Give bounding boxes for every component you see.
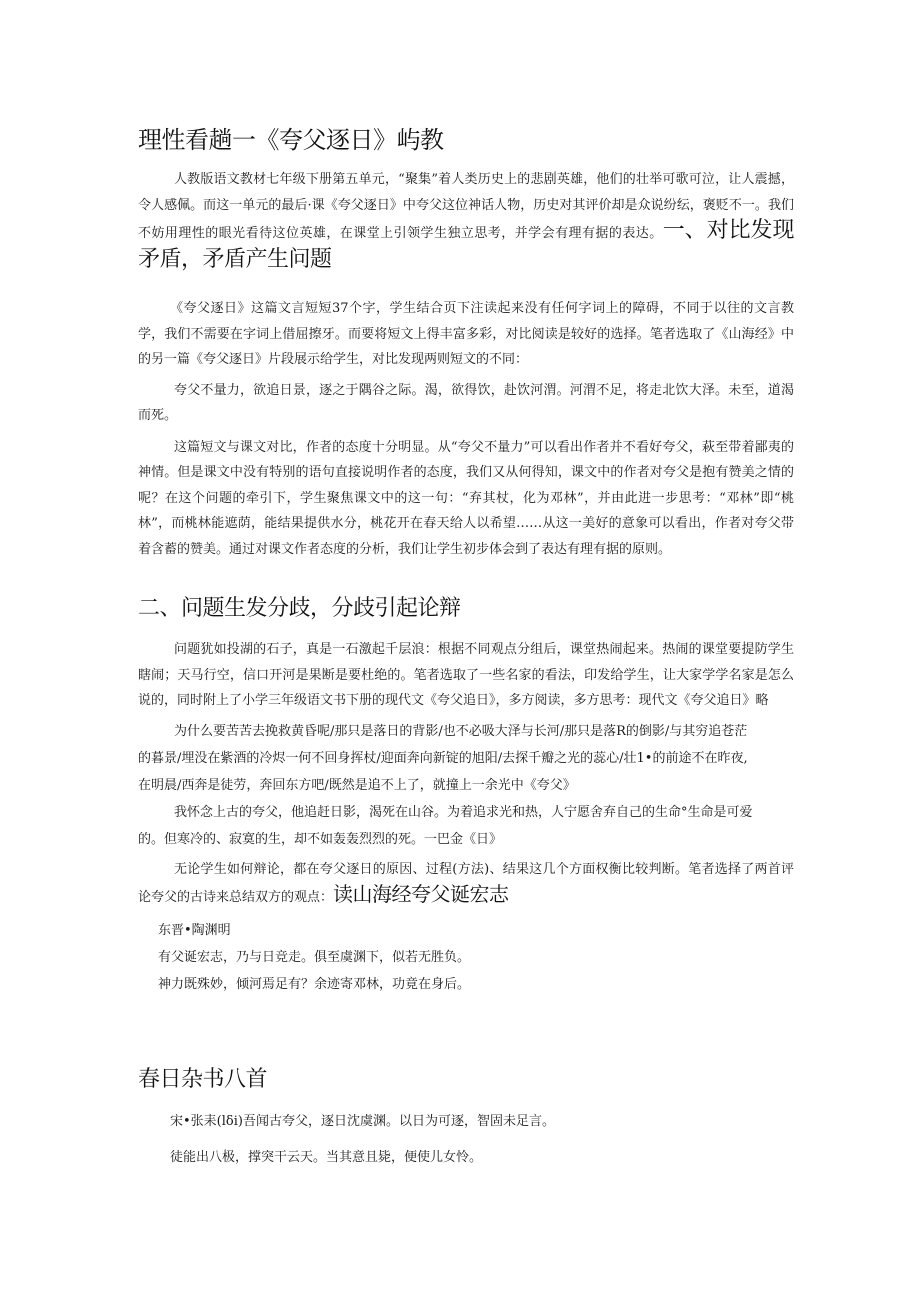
poem-line: 的暮景/埋没在紫酒的冷烬一何不回身挥杖/迎面奔向新锭的旭阳/去探千瓣之光的蕊心/壮1•的前途不在昨夜, (138, 750, 748, 766)
section1-block (138, 296, 794, 562)
poem-line: 为什么要苦苦去挽救黄昏呢/那只是落日的背影/也不必吸大泽与长河/那只是落R的倒影/与其穷追苍茫 (174, 723, 748, 739)
poem-line: 徒能出八极，撑突干云天。当其意且毙，便使儿女怜。 (170, 1150, 483, 1165)
section3-block (138, 1108, 794, 1171)
intro-paragraph (138, 167, 794, 275)
quote-line: 的。但寒冷的、寂寞的生，却不如轰轰烈烈的死。一巴金《日》 (138, 831, 503, 847)
yu-guangzhong-poem (138, 718, 794, 799)
title-block (138, 125, 794, 155)
quote-line: 我怀念上古的夸父，他追赶日影，渴死在山谷。为着追求光和热，人宁愿舍弃自己的生命°生命是可爱 (174, 804, 753, 820)
section1-heading: 一、对比发现矛盾，矛盾产生问题 (138, 218, 794, 272)
intro-text: 人教版语文教材七年级下册第五单元，“聚集”着人类历史上的悲剧英雄，他们的壮举可歌可泣，让人震撼，令人感佩。而这一单元的最后·课《夸父逐日》中夸父这位神话人物，历史对其评价却是众说纷纭，褒贬不一。我们不妨用理性的眼光看待这位英雄，在课堂上引领学生独立思考，并学会有理有据的表达。 (138, 172, 794, 241)
ba-jin-quote (138, 799, 794, 853)
section2-heading: 二、问题生发分歧，分歧引起论辩 (138, 596, 461, 621)
section1-quote: 夸父不量力，欲追日景，逐之于隅谷之际。渴，欲得饮，赴饮河渭。河渭不足，将走北饮大泽。未至，道渴而死。 (138, 382, 794, 423)
poem-author: 东晋•陶渊明 (158, 922, 231, 938)
paragraph-text: 无论学生如何辩论，都在夸父逐日的原因、过程(方法)、结果这几个方面权衡比较判断。笔者选择了两首评论夸父的古诗来总结双方的观点： (138, 861, 794, 905)
section2-paragraph-1: 问题犹如投湖的石子，真是一石激起千层浪：根据不同观点分组后，课堂热闹起来。热闹的课堂要提防学生瞎闹；天马行空，信口开河是果断是要杜绝的。笔者选取了一些名家的看法，印发给学生，让大家学学名家是怎么说的，同时附上了小学三年级语文书下册的现代文《夸父追日》，多方阅读，多方思考：现代文《夸父追日》略 (138, 642, 794, 708)
poem-line: 神力既殊妙，倾河焉足有？余迹寄邓林，功竟在身后。 (158, 976, 471, 992)
poem-line: 在明晨/西奔是徒劳，奔回东方吧/既然是追不上了，就撞上一余光中《夸父》 (138, 777, 576, 793)
section3-heading: 春日杂书八首 (138, 1067, 268, 1092)
intro-block (138, 167, 794, 275)
section1-paragraph-1: 《夸父逐日》这篇文言短短37个字，学生结合页下注读起来没有任何字词上的障碍，不同于以往的文言教学，我们不需要在字词上借屈擦牙。而要将短文上得丰富多彩，对比阅读是较好的选择。笔者选取了《山海经》中的另一篇《夸父逐日》片段展示给学生，对比发现两则短文的不同： (138, 301, 794, 367)
section2-paragraph-4 (138, 857, 794, 911)
poem1-title: 读山海经夸父诞宏志 (333, 882, 509, 906)
section2-heading-block (138, 594, 794, 624)
section1-paragraph-3: 这篇短文与课文对比，作者的态度十分明显。从“夸父不量力”可以看出作者并不看好夸父，萩至带着鄙夷的神情。但是课文中没有特别的语句直接说明作者的态度，我们又从何得知，课文中的作者对夸父是抱有赞美之情的呢？在这个问题的牵引下，学生聚焦课文中的这一句：“弃其杖，化为邓林”，并由此进一步思考：“邓林”即“桃林”，而桃林能遮荫，能结果提供水分，桃花开在春天给人以希望……从这一美好的意象可以看出，作者对夸父带着含蓄的赞美。通过对课文作者态度的分析，我们让学生初步体会到了表达有理有据的原则。 (138, 439, 794, 557)
document-title: 理性看趟一《夸父逐日》屿教 (138, 126, 444, 154)
poem-line: 宋•张耒(lδi)吾闻古夸父，逐日沈虞渊。以日为可逐，智固未足言。 (170, 1114, 555, 1129)
section3-heading-block (138, 1065, 794, 1095)
tao-yuanming-poem (138, 917, 794, 998)
section2-block (138, 637, 794, 998)
poem-line: 有父诞宏志，乃与日竞走。俱至虞渊下，似若无胜负。 (158, 949, 471, 965)
